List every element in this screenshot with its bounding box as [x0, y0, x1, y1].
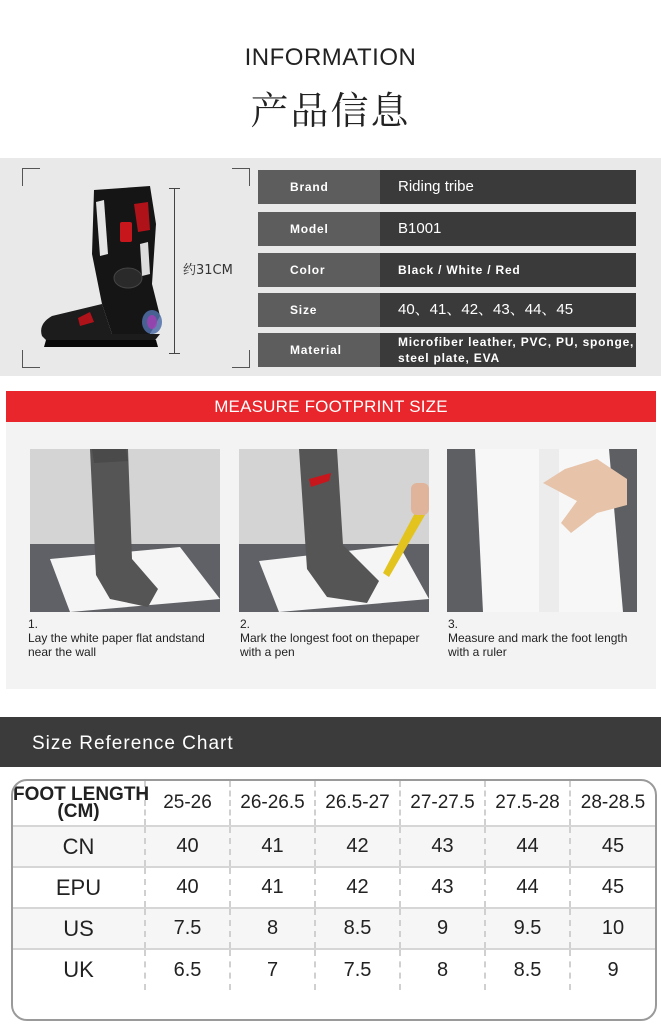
step-3-caption: [448, 617, 644, 659]
step-text: Measure and mark the foot length with a ruler: [448, 631, 628, 659]
table-row: [13, 867, 655, 908]
table-row: [13, 908, 655, 949]
table-row: [13, 826, 655, 867]
spec-key: Color: [258, 253, 380, 287]
step-2-photo: [239, 449, 429, 612]
table-cell: 43: [400, 826, 485, 867]
table-cell: 44: [485, 867, 570, 908]
spec-key: Brand: [258, 170, 380, 204]
foot-length-header-line2: (CM): [57, 801, 100, 822]
foot-length-header: [13, 781, 150, 826]
table-cell: 40: [145, 826, 230, 867]
row-header: US: [13, 908, 145, 949]
table-cell: 7.5: [145, 908, 230, 949]
table-cell: 9.5: [485, 908, 570, 949]
frame-corner: [232, 168, 250, 186]
table-cell: 42: [315, 867, 400, 908]
dimension-cap: [169, 188, 180, 189]
column-header: 26.5-27: [315, 781, 400, 826]
column-header: 27.5-28: [485, 781, 570, 826]
table-cell: 9: [607, 958, 619, 981]
step-text: Mark the longest foot on thepaper with a pen: [240, 631, 420, 659]
step-3-photo: [447, 449, 637, 612]
step-number: 3.: [448, 617, 459, 631]
table-cell: 10: [570, 908, 655, 949]
spec-row-material: [258, 333, 636, 367]
foot-length-header-line1: FOOT LENGTH: [13, 784, 150, 805]
table-cell: 8: [400, 949, 485, 990]
table-cell: 7.5: [315, 949, 400, 990]
spec-value: Riding tribe: [398, 178, 474, 195]
table-cell: 41: [230, 867, 315, 908]
table-cell: 40: [145, 867, 230, 908]
step-text: Lay the white paper flat andstand near the wall: [28, 631, 205, 659]
table-cell: 44: [485, 826, 570, 867]
column-header: 25-26: [145, 781, 230, 826]
row-header: UK: [13, 949, 145, 990]
section-title-cn: 产品信息: [250, 89, 411, 133]
size-table-header-row: [13, 781, 655, 826]
step-2-caption: [240, 617, 440, 659]
table-cell: 45: [570, 867, 655, 908]
column-header: 28-28.5: [570, 781, 655, 826]
column-header: 27-27.5: [400, 781, 485, 826]
spec-row-color: [258, 253, 636, 287]
spec-value: 40、41、42、43、44、45: [398, 301, 574, 318]
table-cell: 7: [230, 949, 315, 990]
spec-row-model: [258, 212, 636, 246]
step-1-caption: [28, 617, 228, 659]
step-number: 2.: [240, 617, 251, 631]
step-number: 1.: [28, 617, 39, 631]
spec-row-size: [258, 293, 636, 327]
frame-corner: [232, 350, 250, 368]
spec-value: Microfiber leather, PVC, PU, sponge, steel plate, EVA: [398, 335, 635, 365]
row-header: EPU: [13, 867, 145, 908]
table-cell: 41: [230, 826, 315, 867]
size-chart: [11, 779, 657, 1021]
table-row: [13, 949, 655, 990]
spec-row-brand: [258, 170, 636, 204]
motorcycle-boot-image: [32, 184, 182, 356]
table-cell: 8.5: [485, 949, 570, 990]
table-cell: 6.5: [145, 949, 230, 990]
spec-value: Black / White / Red: [398, 263, 521, 277]
table-cell: 43: [400, 867, 485, 908]
height-dimension-line: [174, 188, 175, 353]
measure-title-bar: MEASURE FOOTPRINT SIZE: [6, 391, 656, 422]
section-title-en: INFORMATION: [244, 44, 417, 71]
table-cell: 45: [570, 826, 655, 867]
column-header: 26-26.5: [230, 781, 315, 826]
spec-key: Material: [258, 333, 380, 367]
row-header: CN: [13, 826, 145, 867]
table-cell: 9: [400, 908, 485, 949]
size-table: [13, 781, 655, 990]
size-chart-title-bar: Size Reference Chart: [0, 717, 661, 767]
table-cell: 8: [230, 908, 315, 949]
spec-key: Model: [258, 212, 380, 246]
step-1-photo: [30, 449, 220, 612]
height-label: 约31CM: [183, 263, 233, 278]
table-cell: 8.5: [315, 908, 400, 949]
product-image-frame: [22, 168, 250, 368]
dimension-cap: [169, 353, 180, 354]
spec-value: B1001: [398, 220, 442, 237]
spec-key: Size: [258, 293, 380, 327]
table-cell: 42: [315, 826, 400, 867]
